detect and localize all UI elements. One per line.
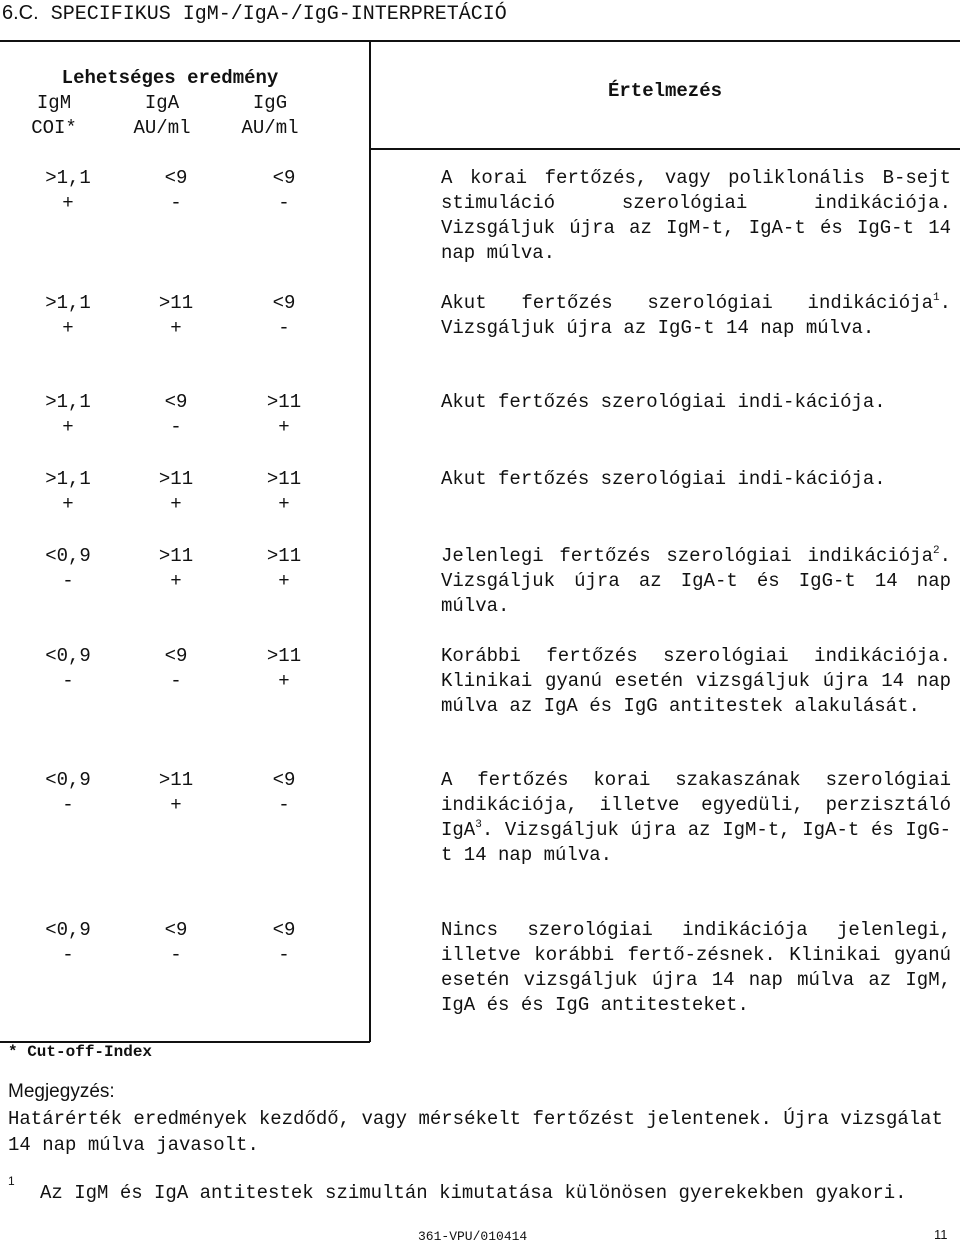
- col-header-igm: IgM: [36, 92, 72, 114]
- col-header-igg: IgG: [252, 92, 288, 114]
- header-bottom-border: [370, 148, 960, 150]
- sign-igg: -: [278, 794, 290, 816]
- table-row-values: [14, 166, 344, 216]
- table-row-interpretation: A korai fertőzés, vagy poliklonális B-sejt stimuláció szerológiai indikációja. Vizsgáljuk újra az IgM-t, IgA-t és IgG-t 14 nap múlva.: [441, 167, 951, 264]
- interpretation-text: . Vizsgáljuk újra az IgM-t, IgA-t és IgG-t 14 nap múlva.: [441, 819, 951, 866]
- sign-igm: +: [62, 493, 74, 515]
- sign-igg: -: [278, 192, 290, 214]
- sign-igg: +: [278, 493, 290, 515]
- interpretation-text: Akut fertőzés szerológiai indikációja: [441, 292, 933, 314]
- footnote-text: Az IgM és IgA antitestek szimultán kimutatása különösen gyerekekben gyakori.: [40, 1182, 907, 1204]
- sign-iga: +: [170, 493, 182, 515]
- unit-iga: AU/ml: [133, 117, 191, 139]
- value-igg: >11: [266, 391, 302, 413]
- sign-igg: +: [278, 416, 290, 438]
- sign-iga: -: [170, 670, 182, 692]
- table-row-values: [14, 291, 344, 341]
- table-row-interpretation: Nincs szerológiai indikációja jelenlegi, illetve korábbi fertő-zésnek. Klinikai gyanú esetén vizsgáljuk újra 14 nap múlva az IgM, IgA és és IgG antitesteket.: [441, 919, 951, 1016]
- sign-igm: -: [62, 570, 74, 592]
- value-igg: <9: [272, 167, 296, 189]
- value-iga: >11: [158, 769, 194, 791]
- table-row-values: [14, 390, 344, 440]
- table-row-values: [14, 644, 344, 694]
- table-row-interpretation: Akut fertőzés szerológiai indi-kációja.: [441, 468, 886, 490]
- value-igm: <0,9: [45, 769, 91, 791]
- note-text: Határérték eredmények kezdődő, vagy mérsékelt fertőzést jelentenek. Újra vizsgálat 14 nap múlva javasolt.: [8, 1108, 943, 1156]
- interpretation-text: Jelenlegi fertőzés szerológiai indikációja: [441, 545, 933, 567]
- table-row-interpretation: Korábbi fertőzés szerológiai indikációja. Klinikai gyanú esetén vizsgáljuk újra 14 nap múlva az IgA és IgG antitestek alakulását.: [441, 645, 951, 717]
- value-igg: <9: [272, 919, 296, 941]
- sign-iga: -: [170, 944, 182, 966]
- value-iga: <9: [164, 167, 188, 189]
- value-iga: <9: [164, 391, 188, 413]
- sign-igm: -: [62, 670, 74, 692]
- footnote-ref: 3: [475, 819, 482, 831]
- sign-iga: +: [170, 317, 182, 339]
- section-title: SPECIFIKUS IgM-/IgA-/IgG-INTERPRETÁCIÓ: [38, 3, 507, 26]
- table-row-values: [14, 467, 344, 517]
- value-igg: >11: [266, 468, 302, 490]
- value-igm: <0,9: [45, 645, 91, 667]
- value-igm: <0,9: [45, 919, 91, 941]
- footnote-mark: 1: [8, 1174, 15, 1188]
- page-title: [2, 2, 507, 26]
- unit-igg: AU/ml: [241, 117, 299, 139]
- section-number: 6.C.: [2, 2, 39, 24]
- value-igm: >1,1: [45, 391, 91, 413]
- table-row-values: [14, 918, 344, 968]
- table-row-values: [14, 544, 344, 594]
- sign-iga: -: [170, 416, 182, 438]
- table-row-interpretation: Akut fertőzés szerológiai indi-kációja.: [441, 391, 886, 413]
- note-heading: Megjegyzés:: [8, 1081, 115, 1102]
- value-igg: >11: [266, 545, 302, 567]
- value-iga: <9: [164, 645, 188, 667]
- sign-iga: +: [170, 794, 182, 816]
- interpretation-text: . Vizsgáljuk újra az IgA-t és IgG-t 14 nap múlva.: [441, 545, 951, 617]
- sign-igg: +: [278, 570, 290, 592]
- col-header-iga: IgA: [144, 92, 180, 114]
- sign-igm: +: [62, 192, 74, 214]
- results-header-title: Lehetséges eredmény: [61, 67, 279, 89]
- table-row-interpretation: [441, 768, 951, 868]
- footnote-ref: 1: [932, 292, 940, 304]
- sign-igg: +: [278, 670, 290, 692]
- sign-igm: +: [62, 416, 74, 438]
- unit-igm: COI*: [31, 117, 77, 139]
- value-igm: >1,1: [45, 468, 91, 490]
- footnote-ref: 2: [932, 545, 940, 557]
- value-igm: >1,1: [45, 167, 91, 189]
- interpretation-text: A fertőzés korai szakaszának szerológiai indikációja, illetve egyedüli, perzisztáló IgA: [441, 769, 951, 841]
- results-header: [0, 66, 340, 141]
- value-iga: >11: [158, 468, 194, 490]
- table-row-interpretation: [441, 291, 951, 341]
- sign-igm: +: [62, 317, 74, 339]
- sign-iga: +: [170, 570, 182, 592]
- value-iga: <9: [164, 919, 188, 941]
- interpretation-text: . Vizsgáljuk újra az IgG-t 14 nap múlva.: [441, 292, 951, 339]
- value-iga: >11: [158, 545, 194, 567]
- sign-igm: -: [62, 794, 74, 816]
- table-row-values: [14, 768, 344, 818]
- value-igg: <9: [272, 292, 296, 314]
- sign-igg: -: [278, 944, 290, 966]
- table-row-interpretation: [441, 544, 951, 619]
- value-iga: >11: [158, 292, 194, 314]
- page-number: 11: [934, 1227, 948, 1242]
- value-igg: >11: [266, 645, 302, 667]
- table-top-border: [0, 40, 960, 42]
- interpretation-header: Értelmezés: [607, 80, 723, 102]
- value-igm: >1,1: [45, 292, 91, 314]
- sign-iga: -: [170, 192, 182, 214]
- sign-igm: -: [62, 944, 74, 966]
- sign-igg: -: [278, 317, 290, 339]
- cutoff-index-note: * Cut-off-Index: [8, 1043, 153, 1061]
- value-igm: <0,9: [45, 545, 91, 567]
- table-column-divider: [369, 40, 371, 1042]
- value-igg: <9: [272, 769, 296, 791]
- document-id: 361-VPU/010414: [418, 1229, 528, 1244]
